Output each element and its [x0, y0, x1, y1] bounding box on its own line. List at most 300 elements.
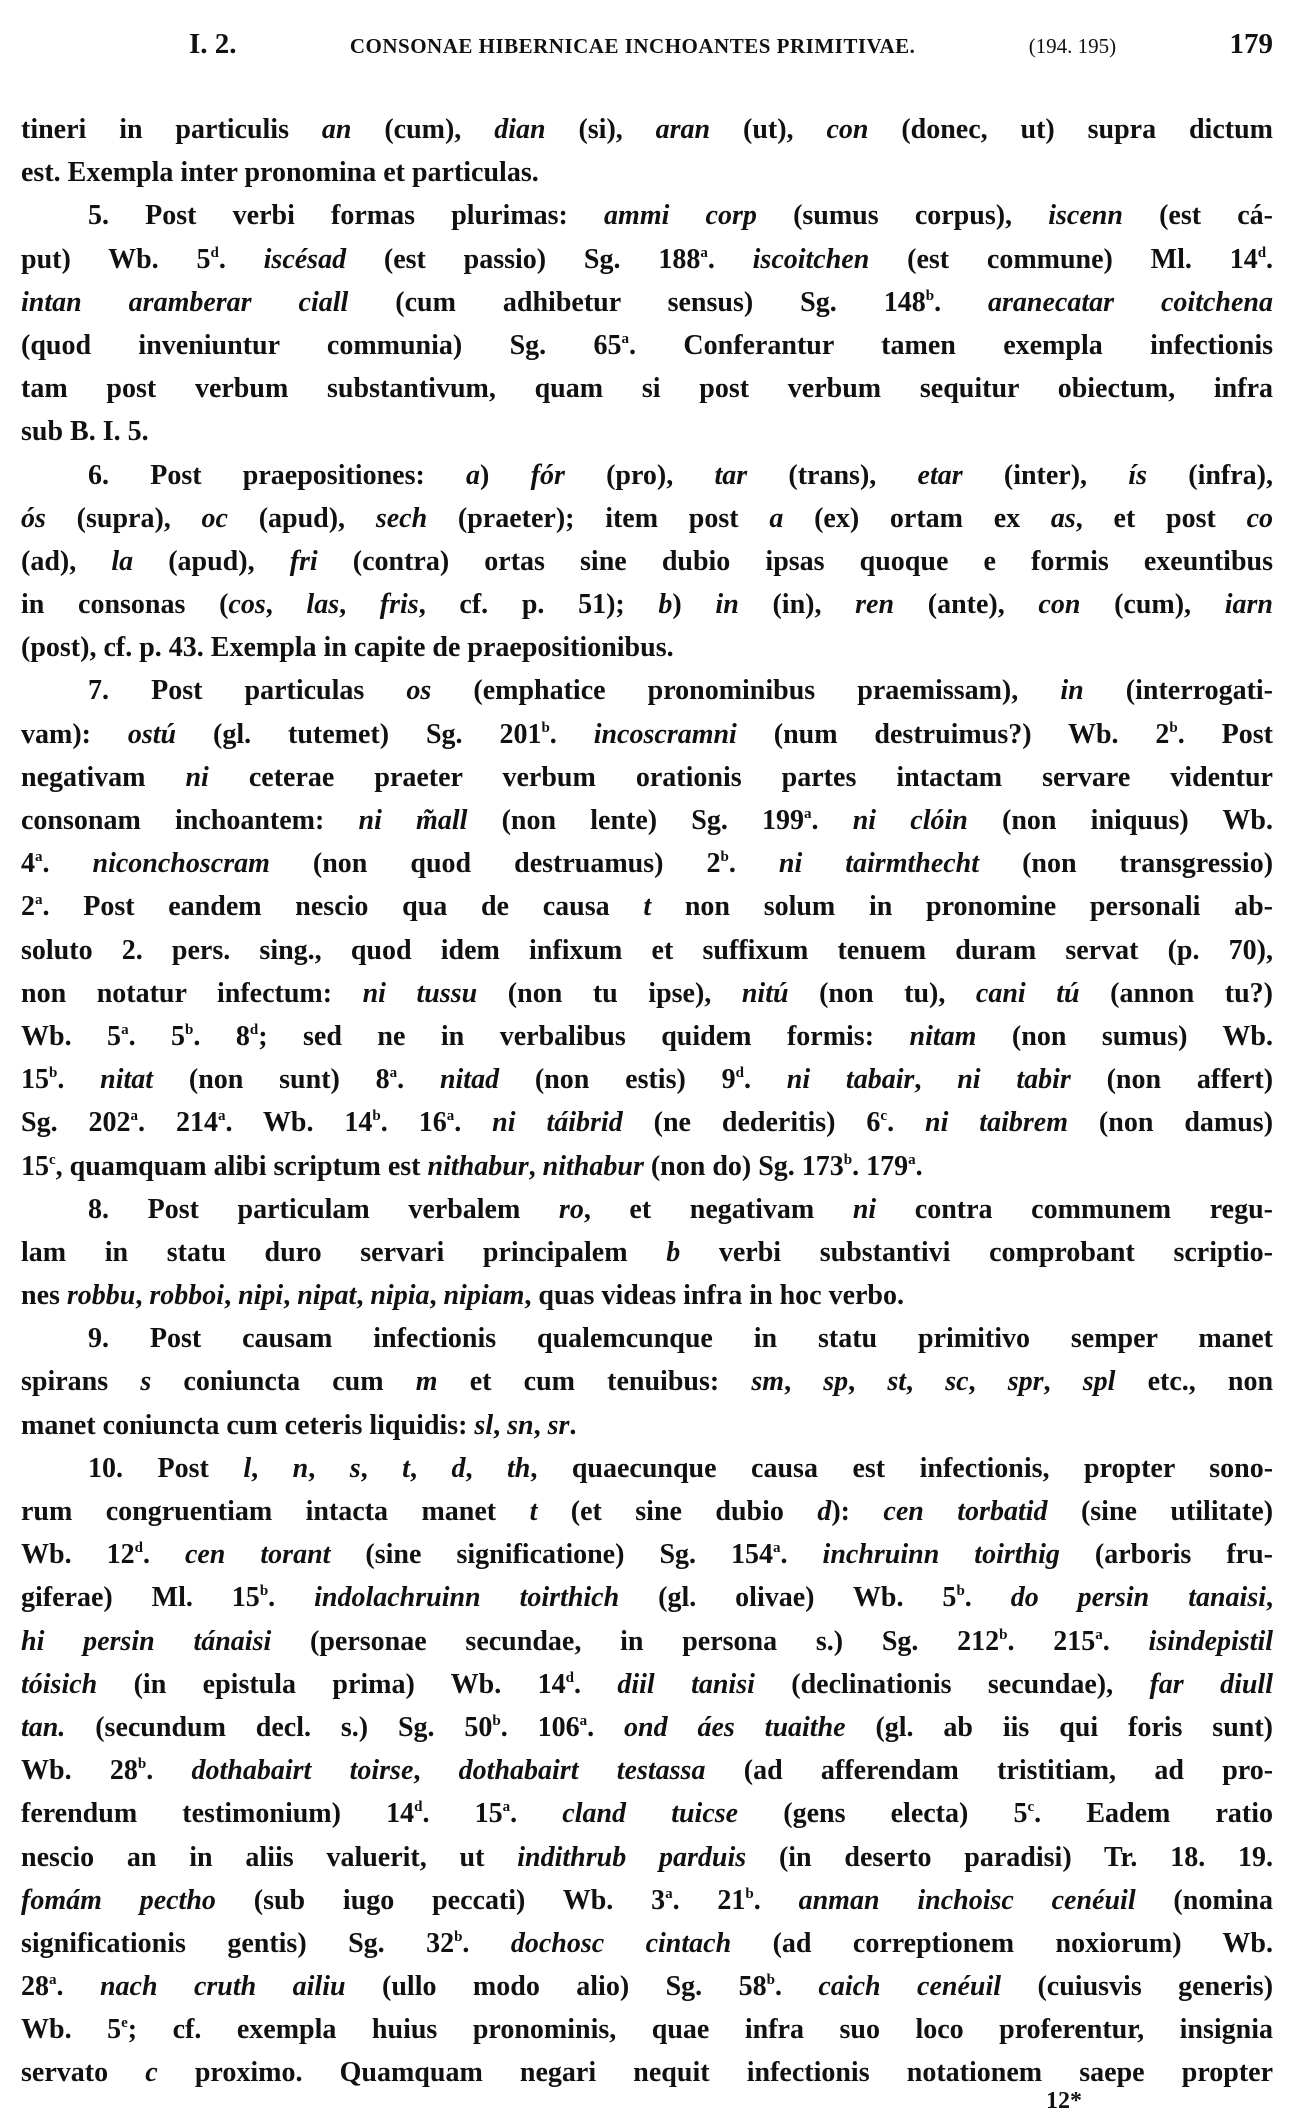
text-run: (ullo modo alio) Sg. 58	[345, 1971, 767, 2003]
text-run: 7. Post particulas	[88, 675, 407, 707]
text-run: tineri in particulis	[21, 114, 322, 145]
folio-column: c	[49, 1151, 56, 1168]
text-line	[21, 1576, 1273, 1619]
text-run: (in epistula prima) Wb. 14	[97, 1668, 566, 1700]
text-run: non notatur infectum:	[21, 977, 363, 1009]
text-run: .	[780, 1539, 823, 1571]
folio-column: e	[121, 2015, 128, 2032]
folio-column: b	[454, 1928, 463, 1945]
irish-form: caich cenéuil	[818, 1971, 1002, 2003]
text-run: (gl. tutemet) Sg. 201	[176, 718, 542, 750]
irish-form: th	[506, 1452, 531, 1484]
irish-form: tar	[714, 459, 748, 491]
signature-mark: 12*	[1046, 2088, 1082, 2114]
text-run: non solum in pronomine personali ab-	[651, 891, 1273, 923]
folio-column: a	[121, 1021, 129, 1038]
text-run: .	[774, 1971, 819, 2003]
text-line	[21, 972, 1273, 1015]
text-line	[21, 1965, 1273, 2008]
folio-column: b	[999, 1626, 1008, 1643]
irish-form: aran	[655, 114, 711, 145]
irish-form: iscésad	[263, 243, 347, 275]
folio-column: a	[389, 1065, 398, 1082]
irish-form: iscenn	[1048, 200, 1123, 232]
text-run: .	[218, 243, 264, 275]
text-line	[21, 540, 1273, 583]
irish-form: co	[1246, 502, 1273, 534]
irish-form: incoscramni	[593, 718, 737, 750]
text-run: . 15	[422, 1798, 503, 1830]
text-line	[21, 1317, 1273, 1360]
text-run: (post), cf. p. 43. Exempla in capite de praepositionibus.	[21, 632, 674, 664]
text-run: )	[672, 589, 716, 621]
text-run: Wb. 5	[21, 1020, 122, 1052]
text-run: ,	[784, 1366, 824, 1398]
paragraph	[21, 108, 1273, 194]
text-line	[21, 1620, 1273, 1663]
text-run: ,	[528, 1150, 543, 1182]
folio-column: b	[956, 1583, 965, 1600]
text-run: . Post	[1177, 718, 1273, 750]
header-section: I. 2.	[189, 28, 237, 60]
text-run: (apud),	[227, 502, 376, 534]
text-line	[21, 1145, 1273, 1188]
irish-form: isindepistil	[1148, 1625, 1273, 1657]
text-run: tam post verbum substantivum, quam si post verbum sequitur obiectum, infra	[21, 373, 1273, 405]
irish-form: a	[466, 459, 481, 491]
text-run: contra communem regu-	[876, 1193, 1273, 1225]
irish-form: ni tairmthecht	[778, 848, 980, 880]
folio-column: a	[665, 1885, 673, 1902]
text-run: (non sumus) Wb.	[976, 1020, 1273, 1052]
folio-column: a	[1095, 1626, 1103, 1643]
irish-form: anman inchoisc cenéuil	[798, 1884, 1136, 1916]
irish-form: c	[145, 2057, 158, 2089]
irish-form: t	[643, 891, 652, 923]
text-run: .	[397, 1064, 440, 1096]
irish-form: tan.	[21, 1711, 66, 1743]
text-line	[21, 842, 1273, 885]
irish-form: ós	[21, 502, 46, 534]
irish-form: etar	[917, 459, 963, 491]
text-run: (apud),	[133, 545, 290, 577]
text-run: (cum),	[351, 114, 495, 145]
text-run: ,	[283, 1280, 298, 1312]
text-run: , et negativam	[583, 1193, 853, 1225]
irish-form: nithabur	[427, 1150, 529, 1182]
text-run: .	[811, 805, 853, 836]
folio-column: d	[735, 1065, 744, 1082]
text-run: ,	[308, 1452, 350, 1484]
irish-form: fri	[289, 545, 318, 577]
text-run: (sine significatione) Sg. 154	[330, 1539, 774, 1571]
text-line	[21, 151, 1273, 194]
irish-form: an	[321, 114, 352, 145]
irish-form: cland tuicse	[562, 1798, 739, 1830]
folio-column: c	[1027, 1799, 1035, 1816]
text-run: 8. Post particulam verbalem	[88, 1193, 559, 1225]
irish-form: ni	[852, 1193, 877, 1225]
folio-column: a	[446, 1108, 455, 1125]
irish-form: st	[887, 1366, 907, 1398]
text-run: .	[753, 1884, 799, 1916]
text-run: (infra),	[1147, 459, 1273, 491]
irish-form: spr	[1007, 1366, 1044, 1398]
header-title: CONSONAE HIBERNICAE INCHOANTES PRIMITIVAE.	[349, 34, 916, 58]
irish-form: ni tabair	[786, 1064, 915, 1096]
irish-form: inchruinn toirthig	[822, 1539, 1060, 1571]
irish-form: ís	[1128, 459, 1147, 491]
text-run: )	[480, 459, 531, 491]
irish-form: nipiam	[443, 1280, 525, 1312]
irish-form: n	[292, 1452, 309, 1484]
text-run: (non iniquus) Wb.	[967, 805, 1273, 836]
running-header	[189, 28, 1273, 68]
irish-form: con	[826, 114, 869, 145]
text-line	[21, 929, 1273, 972]
folio-column: b	[137, 1756, 147, 1773]
text-run: .	[887, 1107, 926, 1139]
text-run: . 16	[380, 1107, 447, 1139]
text-run: consonam inchoantem:	[21, 805, 359, 836]
folio-column: a	[579, 1712, 588, 1729]
irish-form: s	[349, 1452, 361, 1484]
text-run: (ad),	[21, 545, 112, 577]
text-run: vam):	[21, 718, 128, 750]
text-run: .	[57, 1064, 101, 1096]
folio-column: b	[259, 1583, 269, 1600]
text-run: (gens electa) 5	[738, 1798, 1028, 1830]
irish-form: la	[111, 545, 134, 577]
text-line	[21, 454, 1273, 497]
text-run: . 5	[128, 1020, 186, 1052]
text-run: nes	[21, 1280, 67, 1312]
folio-column: b	[541, 719, 550, 736]
text-run: (donec, ut) supra dictum	[868, 114, 1273, 145]
irish-form: fris	[379, 589, 419, 621]
text-run: ceterae praeter verbum orationis partes intactam servare videntur	[208, 761, 1273, 793]
folio-column: a	[700, 244, 708, 261]
text-run: proximo. Quamquam negari nequit infectionis notationem saepe propter	[157, 2057, 1273, 2089]
page-body	[21, 108, 1273, 2095]
text-run: (non transgressio)	[979, 848, 1273, 880]
folio-column: b	[185, 1021, 194, 1038]
irish-form: cen torant	[184, 1539, 331, 1571]
text-run: ,	[848, 1366, 888, 1398]
text-line	[21, 713, 1273, 756]
text-run: . Wb. 14	[225, 1107, 373, 1139]
text-run: ,	[339, 589, 380, 621]
irish-form: sc	[945, 1366, 969, 1398]
text-run: (pro),	[564, 459, 715, 491]
text-run: ,	[914, 1064, 958, 1096]
irish-form: nitam	[909, 1020, 977, 1052]
irish-form: nithabur	[542, 1150, 644, 1182]
folio-column: b	[1169, 719, 1178, 736]
text-run: in consonas (	[21, 589, 229, 621]
irish-form: robboi	[149, 1280, 225, 1312]
text-run: (est passio) Sg. 188	[346, 243, 701, 275]
text-run: ,	[135, 1280, 150, 1312]
text-run: (cum adhibetur sensus) Sg. 148	[348, 286, 926, 318]
irish-form: ni táibrid	[492, 1107, 623, 1139]
text-run: (est cá-	[1122, 200, 1273, 232]
text-run: .	[56, 1971, 100, 2003]
text-line	[21, 1058, 1273, 1101]
irish-form: ammi corp	[604, 200, 757, 232]
paragraph	[21, 194, 1273, 453]
irish-form: ni tabir	[957, 1064, 1071, 1096]
text-run: , et post	[1075, 502, 1247, 534]
irish-form: intan aramberar ciall	[21, 286, 349, 318]
text-run: .	[146, 1755, 192, 1787]
irish-form: sl	[474, 1409, 494, 1441]
irish-form: aranecatar coitchena	[988, 286, 1273, 318]
irish-form: hi persin tánaisi	[21, 1625, 272, 1657]
text-line	[21, 799, 1273, 842]
text-run: .	[454, 1107, 493, 1139]
text-run: Wb. 12	[21, 1539, 135, 1571]
text-run: ,	[493, 1409, 508, 1441]
irish-form: t	[529, 1496, 538, 1527]
text-run: .	[728, 848, 779, 880]
paragraph	[21, 1317, 1273, 1447]
text-run: ,	[356, 1280, 371, 1312]
text-run: ,	[360, 1452, 403, 1484]
irish-form: iarn	[1224, 589, 1273, 621]
text-run: soluto 2. pers. sing., quod idem infixum et suffixum tenuem duram servat (p. 70),	[21, 934, 1273, 966]
text-run: .	[587, 1711, 625, 1743]
text-line	[21, 1879, 1273, 1922]
text-line	[21, 108, 1273, 151]
irish-form: iscoitchen	[752, 243, 870, 275]
text-run: ,	[968, 1366, 1008, 1398]
paragraph	[21, 454, 1273, 670]
text-run: .	[915, 1150, 923, 1182]
irish-form: robbu	[66, 1280, 136, 1312]
text-run: .	[142, 1539, 185, 1571]
text-run: . 215	[1007, 1625, 1096, 1657]
folio-column: d	[414, 1799, 423, 1816]
text-run: ,	[1266, 1582, 1273, 1614]
irish-form: s	[140, 1366, 152, 1398]
text-run: (nomina	[1135, 1884, 1273, 1916]
text-line	[21, 756, 1273, 799]
text-run: (non affert)	[1070, 1064, 1273, 1096]
folio-column: a	[773, 1540, 781, 1557]
folio-column: c	[880, 1108, 888, 1125]
text-line	[21, 2008, 1273, 2051]
irish-form: nitad	[439, 1064, 500, 1096]
text-run: (secundum decl. s.) Sg. 50	[65, 1711, 493, 1743]
text-run: 2	[21, 891, 35, 923]
text-run: (praeter); item post	[427, 502, 770, 534]
text-run: (ne dederitis) 6	[622, 1107, 881, 1139]
irish-form: niconchoscram	[92, 848, 270, 880]
folio-column: b	[492, 1712, 501, 1729]
irish-form: far diull	[1149, 1668, 1273, 1700]
text-run: .	[1266, 243, 1273, 275]
text-run: negativam	[21, 761, 186, 793]
text-run: ):	[831, 1496, 884, 1527]
text-run: ,	[409, 1452, 452, 1484]
text-run: (non tu),	[788, 977, 976, 1009]
text-run: giferae) Ml. 15	[21, 1582, 260, 1614]
text-line	[21, 583, 1273, 626]
text-run: (personae secundae, in persona s.) Sg. 212	[271, 1625, 1000, 1657]
text-run: .	[462, 1927, 511, 1959]
folio-column: a	[804, 806, 812, 822]
text-run: nescio an in aliis valuerit, ut	[21, 1841, 518, 1873]
irish-form: dothabairt toirse	[191, 1755, 414, 1787]
irish-form: las	[306, 589, 340, 621]
text-run: .	[569, 1409, 577, 1441]
folio-column: b	[372, 1108, 381, 1125]
text-line	[21, 1274, 1273, 1317]
text-run: .	[1102, 1625, 1149, 1657]
text-line	[21, 324, 1273, 367]
irish-form: ond áes tuaithe	[624, 1711, 846, 1743]
text-run: (et sine dubio	[537, 1496, 818, 1527]
text-run: (ad afferendam tristitiam, ad pro-	[705, 1755, 1273, 1787]
text-run: Wb. 5	[21, 2014, 122, 2046]
page-number: 179	[1229, 28, 1273, 60]
irish-form: sech	[375, 502, 428, 534]
text-line	[21, 497, 1273, 540]
text-run: .	[268, 1582, 315, 1614]
text-run: .	[934, 286, 989, 318]
text-run: ,	[1043, 1366, 1083, 1398]
text-run: (ante),	[894, 589, 1039, 621]
text-line	[21, 1706, 1273, 1749]
text-run: . 179	[852, 1150, 909, 1182]
text-run: rum congruentiam intacta manet	[21, 1496, 530, 1527]
text-run: ,	[251, 1452, 293, 1484]
text-line	[21, 1404, 1273, 1447]
text-run: (non tu ipse),	[477, 977, 742, 1009]
text-line	[21, 238, 1273, 281]
text-run: .	[573, 1668, 618, 1700]
text-run: (num destruimus?) Wb. 2	[736, 718, 1170, 750]
irish-form: cani tú	[975, 977, 1080, 1009]
text-run: 5. Post verbi formas plurimas:	[88, 200, 605, 232]
text-run: ; cf. exempla huius pronominis, quae infra suo loco proferentur, insignia	[127, 2014, 1273, 2046]
folio-column: b	[745, 1885, 754, 1902]
text-run: , quamquam alibi scriptum est	[55, 1150, 428, 1182]
text-run: . 214	[138, 1107, 218, 1139]
text-run: ; sed ne in verbalibus quidem formis:	[258, 1020, 910, 1052]
text-run: ,	[465, 1452, 507, 1484]
irish-form: nach cruth ailiu	[99, 1971, 346, 2003]
text-run: ,	[429, 1280, 444, 1312]
text-run: (quod inveniuntur communia) Sg. 65	[21, 329, 622, 361]
text-run: , cf. p. 51);	[418, 589, 659, 621]
text-line	[21, 669, 1273, 712]
text-line	[21, 1663, 1273, 1706]
text-run: (si),	[545, 114, 656, 145]
text-run: . Eadem ratio	[1034, 1798, 1273, 1830]
text-run: significationis gentis) Sg. 32	[21, 1927, 455, 1959]
text-run: (non sunt) 8	[153, 1064, 390, 1096]
irish-form: tóisich	[21, 1668, 98, 1700]
text-run: ,	[224, 1280, 239, 1312]
text-run: (gl. olivae) Wb. 5	[619, 1582, 957, 1614]
folio-column: a	[502, 1799, 511, 1816]
folio-column: b	[925, 287, 935, 304]
text-run: (interrogati-	[1083, 675, 1273, 707]
irish-form: os	[406, 675, 432, 707]
irish-form: m	[415, 1366, 438, 1398]
text-line	[21, 1490, 1273, 1533]
text-run: 6. Post praepositiones:	[88, 459, 467, 491]
folio-column: b	[49, 1065, 58, 1082]
text-run: . 21	[672, 1884, 746, 1916]
text-run: (non quod destruamus) 2	[269, 848, 721, 880]
text-run: (inter),	[962, 459, 1129, 491]
text-run: .	[743, 1064, 787, 1096]
paragraph	[21, 1447, 1273, 2095]
irish-form: a	[769, 502, 784, 534]
irish-form: spl	[1082, 1366, 1116, 1398]
irish-form: diil tanisi	[617, 1668, 755, 1700]
irish-form: fomám pectho	[21, 1884, 216, 1916]
irish-form: d	[451, 1452, 466, 1484]
folio-column: b	[720, 849, 729, 866]
text-run: (gl. ab iis qui foris sunt)	[845, 1711, 1273, 1743]
folio-column: a	[49, 1972, 57, 1989]
text-line	[21, 410, 1273, 453]
text-run: (arboris fru-	[1059, 1539, 1273, 1571]
text-run: , quaecunque causa est infectionis, propter sono-	[530, 1452, 1273, 1484]
irish-form: nitat	[100, 1064, 154, 1096]
text-line	[21, 1101, 1273, 1144]
text-run: (cuiusvis generis)	[1001, 1971, 1273, 2003]
paragraph	[21, 669, 1273, 1187]
text-line	[21, 1533, 1273, 1576]
folio-column: d	[249, 1021, 259, 1038]
irish-form: dochosc cintach	[510, 1927, 732, 1959]
text-run: Sg. 202	[21, 1107, 131, 1139]
text-run: .	[510, 1798, 563, 1830]
folio-column: a	[908, 1151, 916, 1168]
text-line	[21, 367, 1273, 410]
text-run: (contra) ortas sine dubio ipsas quoque e formis exeuntibus	[317, 545, 1273, 577]
text-run: , quas videas infra in hoc verbo.	[524, 1280, 905, 1312]
text-run: (annon tu?)	[1079, 977, 1273, 1009]
folio-column: b	[843, 1151, 853, 1168]
text-run: et cum tenuibus:	[437, 1366, 752, 1398]
text-run: (ut),	[710, 114, 827, 145]
folio-column: a	[35, 892, 43, 909]
irish-form: nipia	[370, 1280, 430, 1312]
irish-form: fór	[530, 459, 565, 491]
folio-column: d	[134, 1540, 143, 1557]
text-line	[21, 1231, 1273, 1274]
folio-column: d	[565, 1669, 574, 1686]
text-run: (ex) ortam ex	[783, 502, 1051, 534]
text-run: ,	[265, 589, 307, 621]
text-line	[21, 1015, 1273, 1058]
folio-column: b	[766, 1972, 775, 1989]
text-line	[21, 1188, 1273, 1231]
text-run: (in),	[738, 589, 856, 621]
text-run: (in deserto paradisi) Tr. 18. 19.	[746, 1841, 1273, 1873]
text-run: . Conferantur tamen exempla infectionis	[629, 329, 1273, 361]
irish-form: ni taibrem	[925, 1107, 1068, 1139]
text-run: 9. Post causam infectionis qualemcunque in statu primitivo semper manet	[88, 1323, 1273, 1355]
text-run: put) Wb. 5	[21, 243, 211, 275]
text-run: (est commune) Ml. 14	[869, 243, 1258, 275]
